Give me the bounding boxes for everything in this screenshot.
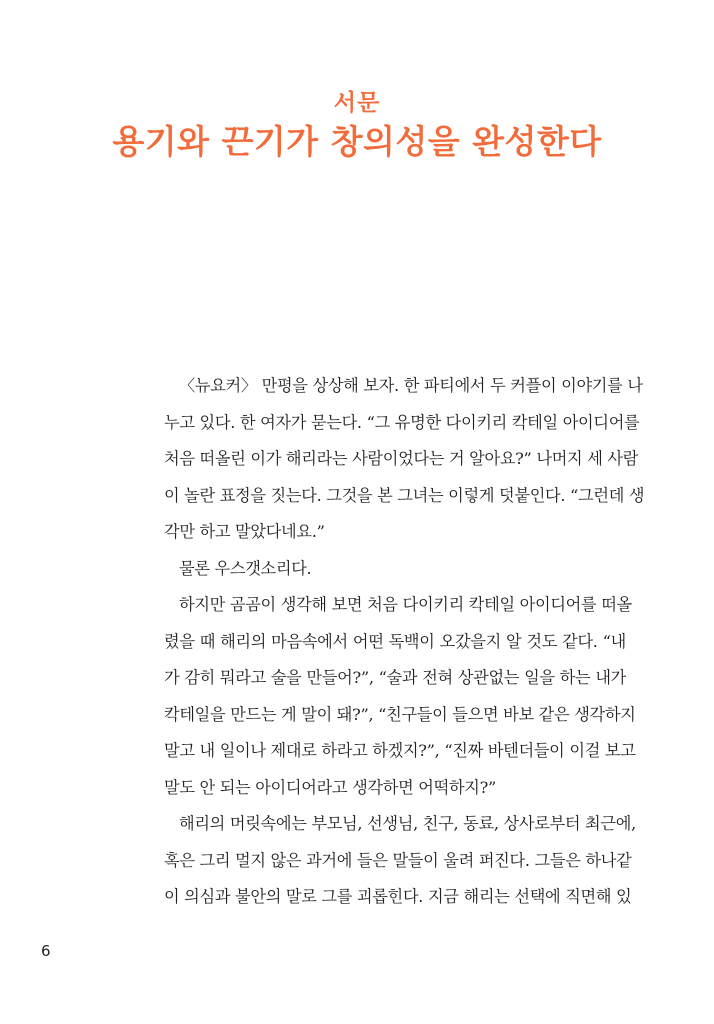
paragraph-line: 해리의 머릿속에는 부모님, 선생님, 친구, 동료, 상사로부터 최근에, [179, 814, 636, 833]
chapter-title: 용기와 끈기가 창의성을 완성한다 [112, 122, 602, 161]
paragraph-line: 이 놀란 표정을 짓는다. 그것을 본 그녀는 이렇게 덧붙인다. “그런데 생 [164, 485, 645, 505]
paragraph-line: 하지만 곰곰이 생각해 보면 처음 다이키리 칵테일 아이디어를 떠올 [179, 595, 632, 614]
paragraph-line: 말고 내 일이나 제대로 하라고 하겠지?”, “진짜 바텐더들이 이걸 보고 [164, 741, 636, 760]
chapter-label: 서문 [333, 90, 381, 116]
body-text [164, 368, 645, 916]
paragraph-line: 혹은 그리 멀지 않은 과거에 들은 말들이 울려 퍼진다. 그들은 하나같 [164, 850, 632, 870]
chapter-header [0, 88, 714, 164]
paragraph-line: 물론 우스갯소리다. [179, 558, 312, 578]
paragraph-line: 이 의심과 불안의 말로 그를 괴롭힌다. 지금 해리는 선택에 직면해 있 [164, 887, 632, 906]
paragraph-line: 각만 하고 말았다네요.” [164, 522, 325, 541]
paragraph-line: 처음 떠올린 이가 해리라는 사람이었다는 거 알아요?” 나머지 세 사람 [164, 449, 639, 468]
paragraph-line: 렸을 때 해리의 마음속에서 어떤 독백이 오갔을지 알 것도 같다. “내 [164, 631, 626, 651]
paragraph-line: 칵테일을 만드는 게 말이 돼?”, “친구들이 들으면 바보 같은 생각하지 [164, 704, 636, 724]
paragraph-line: 가 감히 뭐라고 술을 만들어?”, “술과 전혀 상관없는 일을 하는 내가 [164, 668, 626, 687]
paragraph-line: 누고 있다. 한 여자가 묻는다. “그 유명한 다이키리 칵테일 아이디어를 [164, 412, 640, 432]
page-number: 6 [41, 942, 51, 960]
paragraph-line: 〈뉴요커〉 만평을 상상해 보자. 한 파티에서 두 커플이 이야기를 나 [179, 376, 643, 395]
paragraph-line: 말도 안 되는 아이디어라고 생각하면 어떡하지?” [164, 777, 496, 797]
